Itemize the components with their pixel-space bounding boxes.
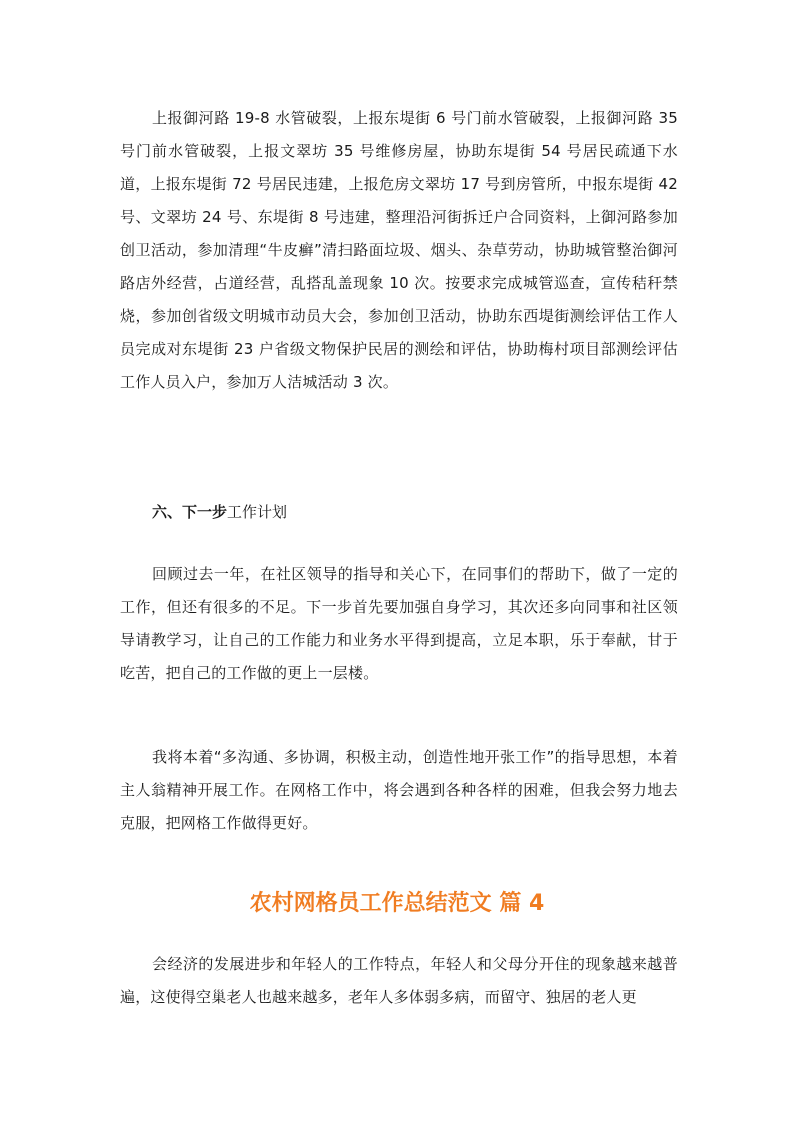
section-title: 农村网格员工作总结范文 篇 4	[249, 891, 545, 916]
heading-regular-part: 工作计划	[227, 503, 288, 521]
paragraph-review: 回顾过去一年，在社区领导的指导和关心下，在同事们的帮助下，做了一定的工作，但还有很多的不足。下一步首先要加强自身学习，其次还多向同事和社区领导请教学习，让自己的工作能力和业务水平得到提高，立足本职，乐于奉献，甘于吃苦，把自己的工作做的更上一层楼。	[120, 565, 678, 682]
paragraph-guiding-thought: 我将本着“多沟通、多协调，积极主动，创造性地开张工作”的指导思想，本着主人翁精神开展工作。在网格工作中，将会遇到各种各样的困难，但我会努力地去克服，把网格工作做得更好。	[120, 748, 678, 832]
paragraph-report-list: 上报御河路 19-8 水管破裂，上报东堤街 6 号门前水管破裂，上报御河路 35 号门前水管破裂，上报文翠坊 35 号维修房屋，协助东堤街 54 号居民疏通下水道，上报东堤街 72 号居民违建，上报危房文翠坊 17 号到房管所，中报东堤街 42 号、文翠坊 24 号、东堤街 8 号违建，整理沿河街拆迁户合同资料，上御河路参加创卫活动，参加清理“牛皮癣”清扫路面垃圾、烟头、杂草劳动，协助城管整治御河路店外经营，占道经营，乱搭乱盖现象 10 次。按要求完成城管巡查，宣传秸秆禁烧，参加创省级文明城市动员大会，参加创卫活动，协助东西堤街测绘评估工作人员完成对东堤街 23 户省级文物保护民居的测绘和评估，协助梅村项目部测绘评估工作人员入户，参加万人洁城活动 3 次。	[120, 109, 678, 391]
section-heading-next-plan	[152, 496, 287, 529]
heading-bold-part: 六、下一步	[152, 503, 228, 521]
paragraph-empty-nest-elderly: 会经济的发展进步和年轻人的工作特点，年轻人和父母分开住的现象越来越普遍，这使得空巢老人也越来越多，老年人多体弱多病，而留守、独居的老人更	[120, 955, 678, 1006]
